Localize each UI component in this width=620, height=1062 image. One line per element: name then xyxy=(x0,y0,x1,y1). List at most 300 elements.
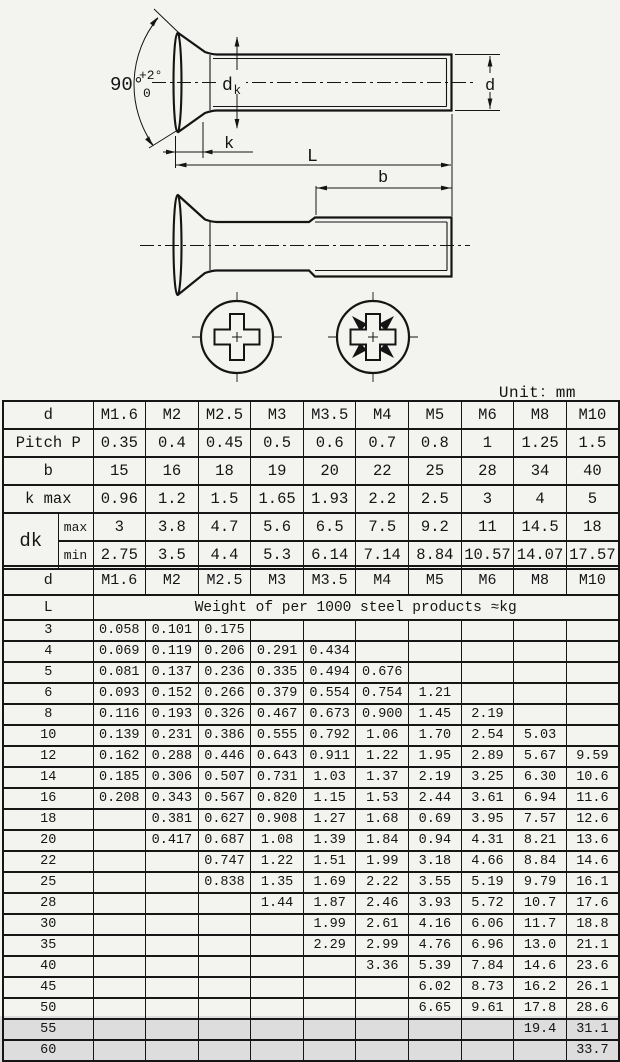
table-cell: M10 xyxy=(566,401,619,429)
table-cell: 19 xyxy=(251,457,304,485)
table-cell: 6.14 xyxy=(303,541,356,569)
table-cell xyxy=(356,1019,409,1040)
table-cell: 40 xyxy=(566,457,619,485)
table-cell: k max xyxy=(3,485,93,513)
table-cell: 0.288 xyxy=(146,746,199,767)
table-cell: 1.68 xyxy=(356,809,409,830)
table-cell: 0.417 xyxy=(146,830,199,851)
table-cell: 14.07 xyxy=(514,541,567,569)
table-cell: 0.673 xyxy=(303,704,356,725)
table-cell xyxy=(93,914,146,935)
table-cell: 2.22 xyxy=(356,872,409,893)
table-cell: 26.1 xyxy=(566,977,619,998)
table-cell: 0.101 xyxy=(146,620,199,641)
table-cell xyxy=(93,809,146,830)
phillips-recess-view xyxy=(192,292,282,382)
table-cell: 10.6 xyxy=(566,767,619,788)
table-cell xyxy=(198,914,251,935)
table-cell: 0.494 xyxy=(303,662,356,683)
table-cell: 33.7 xyxy=(566,1040,619,1061)
label-head-angle: 90° xyxy=(110,74,145,96)
table-cell xyxy=(566,725,619,746)
table-cell xyxy=(198,1019,251,1040)
table-cell: 2.89 xyxy=(461,746,514,767)
table-cell: 1.45 xyxy=(409,704,462,725)
table-cell: 6.96 xyxy=(461,935,514,956)
table-cell: M4 xyxy=(356,566,409,595)
table-cell: 1.22 xyxy=(251,851,304,872)
table-cell: 18 xyxy=(566,513,619,541)
table-cell: 0.116 xyxy=(93,704,146,725)
table-cell: dk xyxy=(3,513,58,569)
weight-table xyxy=(2,565,620,1062)
table-cell xyxy=(146,935,199,956)
table-cell xyxy=(566,641,619,662)
table-row xyxy=(3,566,619,595)
table-cell: M8 xyxy=(514,566,567,595)
table-cell: 0.446 xyxy=(198,746,251,767)
table-cell xyxy=(461,662,514,683)
arrowhead xyxy=(488,57,493,67)
table-cell: 6.30 xyxy=(514,767,567,788)
table-cell xyxy=(146,851,199,872)
table-cell: M1.6 xyxy=(93,566,146,595)
arrowhead xyxy=(488,99,493,109)
table-cell xyxy=(93,977,146,998)
table-cell: Weight of per 1000 steel products ≈kg xyxy=(93,595,619,620)
table-cell: 9.59 xyxy=(566,746,619,767)
table-cell: 0.069 xyxy=(93,641,146,662)
table-cell: 2.5 xyxy=(409,485,462,513)
table-cell: 1.93 xyxy=(303,485,356,513)
table-cell xyxy=(514,641,567,662)
table-row xyxy=(3,998,619,1019)
table-cell xyxy=(146,914,199,935)
table-cell xyxy=(409,1040,462,1061)
label-d: d xyxy=(485,77,496,96)
table-cell: 9.61 xyxy=(461,998,514,1019)
table-cell: d xyxy=(3,401,93,429)
table-row xyxy=(3,620,619,641)
table-cell xyxy=(409,662,462,683)
table-cell: 8.73 xyxy=(461,977,514,998)
table-cell: 1.5 xyxy=(198,485,251,513)
table-cell: 3.36 xyxy=(356,956,409,977)
table-cell: 3.93 xyxy=(409,893,462,914)
table-cell xyxy=(461,683,514,704)
table-cell: 4 xyxy=(3,641,93,662)
table-cell: 1.5 xyxy=(566,429,619,457)
table-cell xyxy=(146,872,199,893)
table-cell: 0.555 xyxy=(251,725,304,746)
top-side-view xyxy=(134,9,500,170)
table-cell xyxy=(303,620,356,641)
table-cell: M6 xyxy=(461,401,514,429)
table-cell: 6.06 xyxy=(461,914,514,935)
table-cell xyxy=(93,893,146,914)
arrowhead xyxy=(150,17,158,26)
table-cell: 11 xyxy=(461,513,514,541)
bottom-side-view xyxy=(140,170,470,295)
table-row xyxy=(3,977,619,998)
table-cell: M2 xyxy=(146,401,199,429)
table-cell xyxy=(198,935,251,956)
table-row xyxy=(3,914,619,935)
table-cell: 7.5 xyxy=(356,513,409,541)
table-cell: 25 xyxy=(409,457,462,485)
table-cell: 0.081 xyxy=(93,662,146,683)
table-cell: 22 xyxy=(3,851,93,872)
arrowhead xyxy=(235,119,240,129)
table-cell: 13.6 xyxy=(566,830,619,851)
table-cell: 0.35 xyxy=(93,429,146,457)
table-cell: 5.3 xyxy=(251,541,304,569)
table-cell: 18.8 xyxy=(566,914,619,935)
table-cell xyxy=(251,1040,304,1061)
table-cell: 1.69 xyxy=(303,872,356,893)
table-cell: 6.94 xyxy=(514,788,567,809)
table-cell xyxy=(356,641,409,662)
table-cell: 0.193 xyxy=(146,704,199,725)
table-row xyxy=(3,1019,619,1040)
table-cell: 22 xyxy=(356,457,409,485)
table-cell: 6.65 xyxy=(409,998,462,1019)
table-cell: 3 xyxy=(461,485,514,513)
table-cell xyxy=(198,998,251,1019)
table-cell: 0.093 xyxy=(93,683,146,704)
table-cell: 5.19 xyxy=(461,872,514,893)
table-cell: 1.27 xyxy=(303,809,356,830)
table-cell: 21.1 xyxy=(566,935,619,956)
table-cell xyxy=(93,1040,146,1061)
table-cell: 6 xyxy=(3,683,93,704)
table-cell xyxy=(461,641,514,662)
arrowhead xyxy=(203,150,213,155)
table-cell: M3.5 xyxy=(303,566,356,595)
table-cell: 8 xyxy=(3,704,93,725)
table-cell: 0.162 xyxy=(93,746,146,767)
table-cell xyxy=(356,1040,409,1061)
table-cell: 1.08 xyxy=(251,830,304,851)
table-cell: 5.03 xyxy=(514,725,567,746)
table-cell: 50 xyxy=(3,998,93,1019)
table-cell xyxy=(461,1040,514,1061)
table-cell: 17.6 xyxy=(566,893,619,914)
table-cell: M5 xyxy=(409,566,462,595)
table-cell: Pitch P xyxy=(3,429,93,457)
table-cell xyxy=(514,1040,567,1061)
table-cell: 11.6 xyxy=(566,788,619,809)
arrowhead xyxy=(235,37,240,47)
table-row xyxy=(3,956,619,977)
label-b: b xyxy=(378,169,389,188)
table-cell: 4.66 xyxy=(461,851,514,872)
table-cell: 2.19 xyxy=(409,767,462,788)
table-cell: 0.137 xyxy=(146,662,199,683)
table-row xyxy=(3,683,619,704)
table-cell xyxy=(303,956,356,977)
table-cell: 1.39 xyxy=(303,830,356,851)
table-cell: 0.236 xyxy=(198,662,251,683)
table-cell xyxy=(93,935,146,956)
table-cell: 5.39 xyxy=(409,956,462,977)
table-cell: 20 xyxy=(303,457,356,485)
table-cell: 0.554 xyxy=(303,683,356,704)
table-cell: 0.731 xyxy=(251,767,304,788)
table-cell: 2.46 xyxy=(356,893,409,914)
table-row xyxy=(3,851,619,872)
table-cell: 1 xyxy=(461,429,514,457)
table-cell: 3.5 xyxy=(146,541,199,569)
arrowhead xyxy=(441,163,451,168)
table-cell xyxy=(146,977,199,998)
table-cell: 0.900 xyxy=(356,704,409,725)
table-cell: 0.326 xyxy=(198,704,251,725)
table-cell xyxy=(514,620,567,641)
table-cell: 5.67 xyxy=(514,746,567,767)
table-cell: 3 xyxy=(3,620,93,641)
table-cell: 1.84 xyxy=(356,830,409,851)
label-dk-subscript: k xyxy=(233,84,242,98)
table-cell: 0.291 xyxy=(251,641,304,662)
table-cell: 0.94 xyxy=(409,830,462,851)
table-cell: 3.55 xyxy=(409,872,462,893)
table-cell: 1.44 xyxy=(251,893,304,914)
table-cell xyxy=(146,893,199,914)
table-cell: 1.37 xyxy=(356,767,409,788)
label-head-angle-lower-tol: 0 xyxy=(143,86,151,101)
table-cell: 4 xyxy=(514,485,567,513)
table-row xyxy=(3,725,619,746)
table-cell: 5 xyxy=(566,485,619,513)
table-row xyxy=(3,595,619,620)
table-cell: M10 xyxy=(566,566,619,595)
table-cell: 2.54 xyxy=(461,725,514,746)
table-cell xyxy=(198,893,251,914)
table-cell: M6 xyxy=(461,566,514,595)
table-cell xyxy=(461,620,514,641)
table-cell: 0.687 xyxy=(198,830,251,851)
table-cell: 1.65 xyxy=(251,485,304,513)
table-cell xyxy=(251,1019,304,1040)
table-cell: 1.87 xyxy=(303,893,356,914)
table-cell: M3 xyxy=(251,566,304,595)
table-row xyxy=(3,429,619,457)
table-cell: 3.61 xyxy=(461,788,514,809)
table-row xyxy=(3,872,619,893)
table-cell xyxy=(93,1019,146,1040)
table-cell: M2.5 xyxy=(198,566,251,595)
table-cell: 0.676 xyxy=(356,662,409,683)
table-cell: 23.6 xyxy=(566,956,619,977)
table-cell: 28 xyxy=(3,893,93,914)
table-cell xyxy=(356,620,409,641)
table-cell: 10 xyxy=(3,725,93,746)
table-cell: M3.5 xyxy=(303,401,356,429)
table-cell: M1.6 xyxy=(93,401,146,429)
table-cell: 0.754 xyxy=(356,683,409,704)
table-cell: 16.2 xyxy=(514,977,567,998)
table-cell: 7.57 xyxy=(514,809,567,830)
table-cell: 40 xyxy=(3,956,93,977)
table-cell xyxy=(566,662,619,683)
table-cell: 17.57 xyxy=(566,541,619,569)
table-cell: 0.467 xyxy=(251,704,304,725)
table-cell: 0.911 xyxy=(303,746,356,767)
table-cell xyxy=(251,935,304,956)
table-cell: 0.231 xyxy=(146,725,199,746)
table-cell: b xyxy=(3,457,93,485)
table-cell: 0.381 xyxy=(146,809,199,830)
table-cell: 3.95 xyxy=(461,809,514,830)
table-cell xyxy=(146,1019,199,1040)
table-cell: 14 xyxy=(3,767,93,788)
table-cell xyxy=(93,872,146,893)
table-cell xyxy=(251,914,304,935)
table-cell: 13.0 xyxy=(514,935,567,956)
table-cell: 7.14 xyxy=(356,541,409,569)
table-cell: M2.5 xyxy=(198,401,251,429)
table-cell: M4 xyxy=(356,401,409,429)
table-cell: 10.57 xyxy=(461,541,514,569)
table-cell: 6.5 xyxy=(303,513,356,541)
screw-technical-drawing xyxy=(0,0,620,398)
table-cell: 0.6 xyxy=(303,429,356,457)
table-cell xyxy=(93,956,146,977)
table-cell: 6.02 xyxy=(409,977,462,998)
table-cell: 1.22 xyxy=(356,746,409,767)
table-cell: d xyxy=(3,566,93,595)
table-cell: 2.19 xyxy=(461,704,514,725)
table-cell: 25 xyxy=(3,872,93,893)
table-cell xyxy=(146,1040,199,1061)
table-row xyxy=(3,767,619,788)
table-cell xyxy=(198,1040,251,1061)
table-cell: 2.61 xyxy=(356,914,409,935)
table-cell: 8.84 xyxy=(514,851,567,872)
table-cell: 14.6 xyxy=(566,851,619,872)
table-cell xyxy=(303,1019,356,1040)
table-row xyxy=(3,457,619,485)
label-dk: d xyxy=(222,76,233,96)
table-cell: 14.5 xyxy=(514,513,567,541)
table-cell: 1.06 xyxy=(356,725,409,746)
table-cell xyxy=(566,620,619,641)
table-cell: 1.03 xyxy=(303,767,356,788)
table-cell: 45 xyxy=(3,977,93,998)
table-cell xyxy=(409,641,462,662)
table-cell: 30 xyxy=(3,914,93,935)
table-row xyxy=(3,513,619,541)
table-cell: 16 xyxy=(146,457,199,485)
table-cell: 16.1 xyxy=(566,872,619,893)
table-cell: 4.76 xyxy=(409,935,462,956)
table-cell: 1.99 xyxy=(356,851,409,872)
table-cell: 4.4 xyxy=(198,541,251,569)
table-cell: 1.70 xyxy=(409,725,462,746)
table-cell xyxy=(409,620,462,641)
label-head-angle-upper-tol: +2° xyxy=(139,68,163,83)
table-cell: 5.72 xyxy=(461,893,514,914)
table-cell: 18 xyxy=(3,809,93,830)
table-cell xyxy=(566,683,619,704)
table-cell: 9.2 xyxy=(409,513,462,541)
arrowhead xyxy=(166,150,176,155)
table-cell xyxy=(514,683,567,704)
table-cell: 2.99 xyxy=(356,935,409,956)
table-cell: 9.79 xyxy=(514,872,567,893)
table-cell: 16 xyxy=(3,788,93,809)
table-cell: 0.7 xyxy=(356,429,409,457)
table-cell: 0.343 xyxy=(146,788,199,809)
table-cell: 12 xyxy=(3,746,93,767)
table-cell: 0.185 xyxy=(93,767,146,788)
table-cell xyxy=(251,977,304,998)
arrowhead xyxy=(441,186,451,191)
table-cell xyxy=(514,704,567,725)
table-cell xyxy=(566,704,619,725)
table-cell: 34 xyxy=(514,457,567,485)
table-cell: 1.25 xyxy=(514,429,567,457)
table-cell xyxy=(146,998,199,1019)
pozidriv-recess-view xyxy=(328,292,418,382)
table-row xyxy=(3,641,619,662)
table-row xyxy=(3,704,619,725)
table-cell: 55 xyxy=(3,1019,93,1040)
arrowhead xyxy=(177,163,187,168)
table-cell: 12.6 xyxy=(566,809,619,830)
table-cell xyxy=(356,998,409,1019)
table-cell: 4.16 xyxy=(409,914,462,935)
table-row xyxy=(3,893,619,914)
table-cell: 4.7 xyxy=(198,513,251,541)
table-cell xyxy=(461,1019,514,1040)
table-cell: 0.5 xyxy=(251,429,304,457)
table-cell: 2.29 xyxy=(303,935,356,956)
table-cell: 0.627 xyxy=(198,809,251,830)
table-cell: 0.208 xyxy=(93,788,146,809)
table-cell: M2 xyxy=(146,566,199,595)
table-cell: 0.386 xyxy=(198,725,251,746)
table-cell: L xyxy=(3,595,93,620)
table-cell: 0.908 xyxy=(251,809,304,830)
table-cell: 28.6 xyxy=(566,998,619,1019)
table-cell: M3 xyxy=(251,401,304,429)
table-cell: 0.838 xyxy=(198,872,251,893)
table-cell: 14.6 xyxy=(514,956,567,977)
table-cell: 17.8 xyxy=(514,998,567,1019)
table-cell: 5 xyxy=(3,662,93,683)
table-cell xyxy=(409,1019,462,1040)
table-cell: 0.96 xyxy=(93,485,146,513)
table-cell: 1.15 xyxy=(303,788,356,809)
table-cell xyxy=(251,998,304,1019)
table-row xyxy=(3,830,619,851)
table-cell xyxy=(303,1040,356,1061)
table-cell: 0.4 xyxy=(146,429,199,457)
table-cell: 28 xyxy=(461,457,514,485)
table-row xyxy=(3,809,619,830)
table-cell xyxy=(198,956,251,977)
table-cell: 60 xyxy=(3,1040,93,1061)
table-cell: 0.69 xyxy=(409,809,462,830)
table-cell: 31.1 xyxy=(566,1019,619,1040)
table-cell xyxy=(251,620,304,641)
label-l: L xyxy=(307,147,318,167)
label-k: k xyxy=(224,135,235,154)
table-cell: 35 xyxy=(3,935,93,956)
table-cell: 1.35 xyxy=(251,872,304,893)
